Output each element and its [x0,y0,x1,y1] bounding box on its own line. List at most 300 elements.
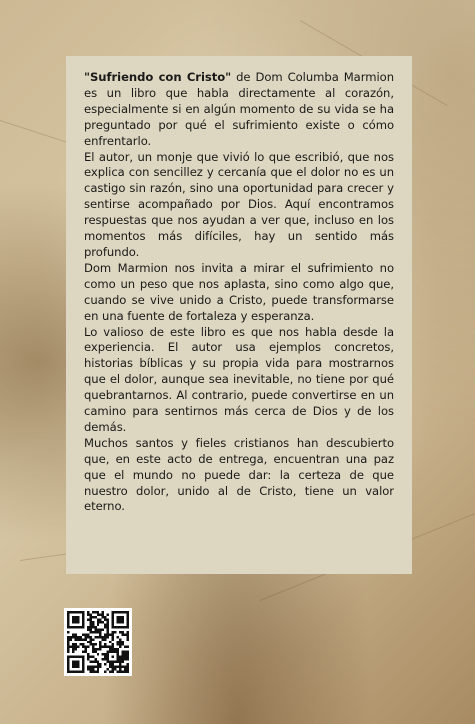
qr-module [87,666,89,668]
qr-module [74,661,76,663]
qr-module [84,651,86,653]
qr-module [117,621,119,623]
qr-module [92,666,94,668]
qr-module [82,633,84,635]
qr-module [82,643,84,645]
qr-module [112,643,114,645]
qr-module [77,626,79,628]
qr-module [92,611,94,613]
qr-module [124,611,126,613]
qr-module [82,618,84,620]
qr-module [72,611,74,613]
qr-module [99,663,101,665]
qr-module [92,646,94,648]
qr-module [112,648,114,650]
qr-module [67,668,69,670]
qr-module [77,663,79,665]
qr-module [124,666,126,668]
qr-module [107,651,109,653]
qr-module [104,663,106,665]
qr-module [117,616,119,618]
qr-module [102,616,104,618]
qr-module [112,611,114,613]
qr-module [89,616,91,618]
qr-module [77,661,79,663]
qr-module [74,626,76,628]
qr-module [92,648,94,650]
qr-module [84,633,86,635]
qr-module [109,663,111,665]
qr-module [119,656,121,658]
qr-module [74,656,76,658]
qr-module [119,661,121,663]
qr-module [117,656,119,658]
qr-module [92,616,94,618]
qr-module [89,613,91,615]
qr-module [114,668,116,670]
qr-module [74,638,76,640]
qr-module [69,671,71,673]
qr-module [109,661,111,663]
qr-module [69,626,71,628]
qr-module [124,633,126,635]
qr-module [117,648,119,650]
qr-module [117,666,119,668]
qr-module [72,666,74,668]
qr-module [89,641,91,643]
qr-module [92,638,94,640]
qr-module [117,658,119,660]
qr-module [82,671,84,673]
qr-module [67,656,69,658]
qr-module [97,648,99,650]
qr-module [94,611,96,613]
qr-module [67,611,69,613]
qr-module [82,651,84,653]
qr-module [87,653,89,655]
qr-module [67,643,69,645]
qr-module [117,643,119,645]
qr-module [122,653,124,655]
qr-module [127,631,129,633]
qr-module [99,628,101,630]
qr-module [99,636,101,638]
qr-module [67,651,69,653]
qr-module [94,643,96,645]
qr-module [119,668,121,670]
qr-module [127,638,129,640]
qr-module [112,623,114,625]
qr-module [77,618,79,620]
qr-module [69,646,71,648]
qr-module [99,633,101,635]
qr-module [102,646,104,648]
qr-module [87,668,89,670]
qr-module [107,623,109,625]
qr-module [82,638,84,640]
qr-module [122,643,124,645]
qr-module [72,671,74,673]
qr-module [99,648,101,650]
qr-module [77,636,79,638]
qr-module [97,663,99,665]
qr-module [82,621,84,623]
qr-module [127,671,129,673]
qr-module [94,616,96,618]
qr-module [72,616,74,618]
qr-module [82,616,84,618]
qr-module [94,631,96,633]
qr-module [122,661,124,663]
qr-module [72,633,74,635]
qr-module [97,611,99,613]
qr-module [127,668,129,670]
qr-module [104,623,106,625]
qr-module [107,626,109,628]
qr-module [72,643,74,645]
qr-module [82,623,84,625]
qr-module [97,636,99,638]
qr-module [67,621,69,623]
qr-module [124,671,126,673]
qr-module [109,666,111,668]
qr-module [97,623,99,625]
qr-module [112,616,114,618]
qr-module [102,621,104,623]
qr-module [89,671,91,673]
qr-module [109,646,111,648]
qr-module [94,628,96,630]
qr-module [67,646,69,648]
qr-module [92,626,94,628]
qr-module [119,641,121,643]
qr-module [72,636,74,638]
qr-module [87,626,89,628]
qr-module [77,666,79,668]
qr-module [107,636,109,638]
qr-module [114,611,116,613]
qr-module [82,656,84,658]
qr-module [127,663,129,665]
qr-module [74,621,76,623]
qr-module [67,638,69,640]
qr-module [127,621,129,623]
qr-module [89,621,91,623]
qr-module [67,613,69,615]
qr-module [112,646,114,648]
qr-module [89,638,91,640]
qr-module [99,618,101,620]
qr-module [74,636,76,638]
qr-module [99,613,101,615]
qr-module [69,636,71,638]
qr-module [99,641,101,643]
qr-module [94,661,96,663]
qr-module [127,613,129,615]
back-cover-text-panel [66,56,412,574]
qr-module [82,658,84,660]
qr-module [72,661,74,663]
qr-module [122,651,124,653]
experience-paragraph: Lo valioso de este libro es que nos habla desde la experiencia. El autor usa ejemplos concretos, historias bíblicas y su propia vida para mostrarnos que el dolor, aunque sea inevitable, no tiene por qué quebrantarnos. Al contrario, puede convertirse en un camino para sentirnos más cerca de Dios y de los demás. [84,324,394,434]
closing-paragraph: Muchos santos y fieles cristianos han descubierto que, en este acto de entrega, encuentran una paz que el mundo no puede dar: la certeza de que nuestro dolor, unido al de Cristo, tiene un valor eterno. [84,435,394,514]
qr-module [119,663,121,665]
qr-module [127,633,129,635]
qr-module [92,643,94,645]
qr-module [127,636,129,638]
invitation-paragraph: Dom Marmion nos invita a mirar el sufrimiento no como un peso que nos aplasta, sino como algo que, cuando se vive unido a Cristo, puede transformarse en una fuente de fortaleza y esperanza. [84,260,394,323]
qr-module [102,636,104,638]
qr-module [77,611,79,613]
qr-module [87,658,89,660]
qr-module [74,611,76,613]
qr-code-icon[interactable] [64,608,132,676]
qr-module [127,653,129,655]
qr-module [67,671,69,673]
qr-module [82,661,84,663]
qr-module [119,626,121,628]
qr-module [67,641,69,643]
qr-module [89,626,91,628]
qr-module [114,666,116,668]
qr-module [104,671,106,673]
qr-module [119,658,121,660]
qr-module [92,656,94,658]
qr-module [112,621,114,623]
qr-module [122,656,124,658]
qr-module [79,611,81,613]
qr-module [82,613,84,615]
qr-module [107,633,109,635]
qr-module [127,651,129,653]
qr-module [77,646,79,648]
qr-module [112,668,114,670]
qr-module [122,616,124,618]
qr-module [89,636,91,638]
qr-module [102,628,104,630]
qr-module [124,626,126,628]
qr-module [117,661,119,663]
qr-module [92,668,94,670]
qr-module [79,671,81,673]
qr-module [119,638,121,640]
qr-module [104,638,106,640]
qr-module [104,616,106,618]
qr-module [117,636,119,638]
qr-module [89,661,91,663]
qr-module [112,626,114,628]
qr-module [112,661,114,663]
qr-module [122,671,124,673]
qr-module [97,613,99,615]
qr-module [102,653,104,655]
author-paragraph: El autor, un monje que vivió lo que escribió, que nos explica con sencillez y cercanía que el dolor no es un castigo sin razón, sino una oportunidad para crecer y sentirse acompañado por Dios. Aquí encontramos respuestas que nos ayudan a ver que, incluso en los momentos más difíciles, hay un sentido más profundo. [84,149,394,259]
qr-module [112,631,114,633]
qr-module [97,668,99,670]
qr-module [122,618,124,620]
qr-module [74,633,76,635]
qr-module [72,663,74,665]
qr-module [119,666,121,668]
qr-module [107,628,109,630]
book-title: "Sufriendo con Cristo" [84,70,232,84]
qr-module [67,626,69,628]
qr-module [79,643,81,645]
qr-module [127,618,129,620]
qr-module [84,638,86,640]
qr-module [117,626,119,628]
intro-paragraph [84,70,394,150]
qr-module [92,661,94,663]
qr-module [109,641,111,643]
qr-module [107,618,109,620]
qr-module [94,651,96,653]
qr-module [124,646,126,648]
qr-module [112,618,114,620]
qr-module [104,656,106,658]
qr-module [72,618,74,620]
qr-module [119,618,121,620]
qr-module [74,663,76,665]
qr-module [82,626,84,628]
qr-module [104,646,106,648]
qr-module [67,666,69,668]
qr-module [74,643,76,645]
qr-module [97,621,99,623]
qr-module [74,666,76,668]
qr-module [119,611,121,613]
qr-module [104,653,106,655]
qr-module [102,611,104,613]
qr-module [74,648,76,650]
qr-module [112,656,114,658]
qr-module [99,621,101,623]
qr-module [107,661,109,663]
qr-module [87,636,89,638]
qr-module [67,623,69,625]
qr-module [127,611,129,613]
qr-module [122,626,124,628]
qr-module [67,663,69,665]
qr-module [124,653,126,655]
qr-module [67,648,69,650]
qr-module [82,666,84,668]
qr-module [114,631,116,633]
qr-module [77,638,79,640]
intro-paragraph-text: de Dom Columba Marmion es un libro que habla directamente al corazón, especialmente si en algún momento de su vida se ha preguntado por qué el sufrimiento existe o cómo enfrentarlo. [84,70,394,148]
qr-module [92,671,94,673]
qr-module [127,616,129,618]
qr-module [112,663,114,665]
qr-module [89,668,91,670]
qr-module [124,656,126,658]
qr-module [99,631,101,633]
qr-module [74,618,76,620]
qr-module [109,648,111,650]
qr-module [112,638,114,640]
qr-module [82,668,84,670]
qr-module [122,666,124,668]
qr-module [72,626,74,628]
qr-module [114,648,116,650]
qr-module [74,671,76,673]
qr-module [72,621,74,623]
qr-module [89,656,91,658]
qr-module [97,666,99,668]
qr-module [107,613,109,615]
qr-module [112,613,114,615]
qr-module [67,661,69,663]
qr-module [127,658,129,660]
qr-module [94,648,96,650]
qr-module [102,638,104,640]
qr-module [119,631,121,633]
qr-module [109,671,111,673]
qr-module [122,611,124,613]
qr-module [67,618,69,620]
qr-module [89,628,91,630]
qr-module [119,671,121,673]
qr-module [94,626,96,628]
qr-module [104,643,106,645]
qr-module [79,636,81,638]
qr-module [127,666,129,668]
qr-module [87,641,89,643]
qr-module [89,623,91,625]
qr-module [97,653,99,655]
qr-module [77,621,79,623]
qr-module [87,628,89,630]
qr-module [69,611,71,613]
qr-module [74,646,76,648]
qr-module [107,658,109,660]
qr-module [127,623,129,625]
qr-module [94,671,96,673]
qr-module [127,626,129,628]
qr-module [119,643,121,645]
qr-code-graphic [67,611,129,673]
qr-module [102,613,104,615]
qr-module [94,666,96,668]
qr-module [117,653,119,655]
qr-module [72,656,74,658]
qr-module [117,641,119,643]
qr-module [99,643,101,645]
qr-module [109,651,111,653]
qr-module [102,658,104,660]
qr-module [84,636,86,638]
qr-module [87,613,89,615]
qr-module [89,631,91,633]
qr-module [79,638,81,640]
qr-module [97,631,99,633]
qr-module [87,618,89,620]
qr-module [112,636,114,638]
qr-module [112,666,114,668]
qr-module [109,633,111,635]
qr-module [84,646,86,648]
qr-module [92,621,94,623]
qr-module [104,626,106,628]
qr-module [104,658,106,660]
qr-module [99,666,101,668]
qr-module [117,651,119,653]
qr-module [122,631,124,633]
qr-module [122,641,124,643]
qr-module [82,663,84,665]
qr-module [77,616,79,618]
qr-module [112,633,114,635]
